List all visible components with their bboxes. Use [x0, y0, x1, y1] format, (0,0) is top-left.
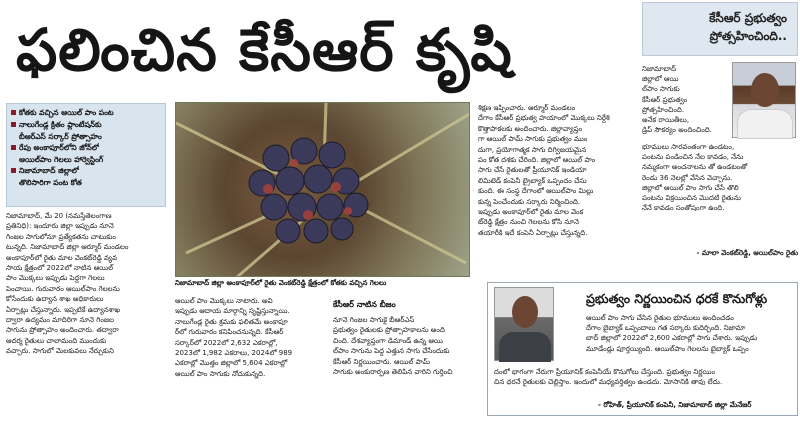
farmer-photo [732, 62, 796, 138]
photo-caption: నిజామాబాద్ జిల్లా అంకాపూర్‌లో రైతు వెంకట్‌రెడ్డి క్షేత్రంలో కోతకు వచ్చిన గెలలు [175, 279, 387, 287]
farmer-quote-column [642, 60, 798, 282]
quote-box-title-line2: ప్రోత్సహించింది.. [709, 29, 787, 43]
highlight-item: నిజామాబాద్ జిల్లాలో [11, 165, 161, 176]
farmer-quote-signature: - మాలా వెంకట్‌రెడ్డి, ఆయిల్‌పాం రైతు [696, 249, 798, 257]
quote-box-title-line1: కేసీఆర్ ప్రభుత్వం [709, 11, 787, 25]
oil-palm-photo [175, 102, 470, 277]
manager-photo [494, 287, 554, 361]
highlights-box: కోతకు వచ్చిన ఆయిల్ పాం పంట నాలుగేండ్ల క్రితం ప్లాంటేషన్‌కు బీఆర్ఎస్ సర్కార్ ప్రోత్సాహం రేపు అంకాపూర్‌లోని జోన్‌లో ఆయిల్‌పాం గెలలు హార్వెస్టింగ్ నిజామాబాద్ జిల్లాలో తొలిసారిగా పంట కోత [6, 103, 166, 207]
article-column-1: నిజామాబాద్, మే 20 (నమస్తేతెలంగాణ ప్రతినిధి): ఇందూరు జిల్లా ఇప్పుడు నూనె గింజల సాగులోనూ ప్రత్యేకతను చాటుకుం టున్నది. నిజామాబాద్ జిల్లా ఆర్మూర్ మండలం అంకాపూర్‌లో రైతు మాల వెంకట్‌రెడ్డి వ్యవ సాయ క్షేత్రంలో 2022లో నాటిన ఆయిల్ పాం మొక్కలు ఇప్పుడు పెద్దగా గెలలు పెంచాయి. గురువారం ఆయిల్‌పాం గెలలను కోసేందుకు ఉద్యాన శాఖ అధికారులు ఏర్పాట్లు చేస్తున్నారు. ఇప్పటికే ఉద్యానశాఖ ద్వారా ఉద్యమం మాదిరిగా నూనె గింజల సాగును ప్రోత్సాహం అందించారు. తద్వారా ఆదర్శ రైతులు చాలామంది ముందుకు వచ్చారు. సాగులో మెలకువలు నేర్చుకుని [6, 212, 129, 356]
article-column-3: శిక్షణ ఇప్పించారు. ఆర్మూర్ మండలం దేగాం కేసీఆర్ ప్రభుత్వ హయాంలో మొక్కలు నిర్దేశి కొత్తాపాకలకు అందించారు. జిల్లావ్యాప్తం గా ఆయిల్ పామ్ సాగుకు ప్రభుత్వం ముం దుగా, ప్రయోగాత్మక సాగు దిగ్విజయమైన పం కోత దశకు చేరింది. జిల్లాలో ఆయిల్ పాం సాగు చేసే రైతులతో ప్రీయూనిక్ ఇండియా లిమిటెడ్ కంపెనీ బ్రైబ్యాక్ ఒప్పందం చేసు కుంది. ఈ సంస్థ దేగాంలో ఆయిల్‌పాం మిల్లు కున్న పెంచేందుకు సర్కారు నిర్మించింది. ఇప్పుడు అంకాపూర్‌లో రైతు మాల వెంక ట్‌రెడ్డి క్షేత్రం నుంచి గెలలను కోసి నూనె తయారీకి ఇదే కంపెనీ ఏర్పాట్లు చేస్తున్నది. [478, 104, 610, 237]
company-quote-signature: - రోహిత్, ప్రీయూనిక్ కంపెనీ, నిజామాబాద్ జిల్లా మేనేజర్ [598, 401, 752, 409]
company-quote-box [487, 282, 798, 416]
company-quote-text-top: ఆయిల్ పాం సాగు చేసిన రైతుల భూములు అందించడం దేగాం బైబ్యాక్ ఒప్పందాలు గత సర్కారు కుదిర్చింది. నిజామా బాద్ జిల్లాలో 2022లో 2,600 ఎకరాల్లో సాగు చేశారు. ఇప్పుడు మూడేండ్లు పూర్తయ్యింది. ఆయిల్‌పాం గెలలను బైబ్యాక్ ఒప్పం [586, 314, 758, 353]
article-column-2: ఆయిల్ పాం మొక్కలు నాటారు. అవి ఇప్పుడు ఆదాయ మార్గాన్ని సృష్టిస్తున్నాయి. నాలుగేండ్ల రైతు శ్రమకు ఫలితమే అంకాపూ ర్‌లో గురువారం కనిపించనున్నది. కేసీఆర్ సర్కార్‌లో 2022లో 2,632 ఎకరాల్లో, 2023లో 1,982 ఎకరాలు, 2024లో 989 ఎకరాల్లో మొత్తం జిల్లాలో 5,604 ఎకరాల్లో ఆయిల్ పాం సాగుకు నోచుకున్నది. [175, 297, 293, 378]
highlight-item: కోతకు వచ్చిన ఆయిల్ పాం పంట [11, 107, 161, 118]
article-column-4: నూనె గింజల సాగుకై బీఆర్ఎస్ ప్రభుత్వం రైతులకు ప్రోత్సాహకాలను అంది చింది. దేశవ్యాప్తంగా డిమాండ్ ఉన్న ఆయి ల్‌పాం సాగును పెద్ద ఎత్తున సాగు చేసేందుకు కేసీఆర్ నిర్ణయించారు. ఆయిల్ పామ్ సాగుకు అంకురార్పణ తెలిపిన వారిని గుర్తించి [333, 316, 453, 377]
company-quote-title: ప్రభుత్వం నిర్ణయించిన ధరకే కొనుగోళ్లు [586, 291, 768, 306]
quote-box [642, 2, 798, 56]
farmer-quote-body: భూములు సారవంతంగా ఉండటం, పంటను పండించిన నేల కావడం, నేను నమ్మకంగా అంచనాలను తో ఉండటంతో రెండు 36 నెలల్లో వేసిన వెచ్చాను. జిల్లాలో ఆయిల్ పాం సాగు చేసే తొలి పంటను విక్రయించిన మొదటి రైతును నేనే కావడం సంతోషంగా ఉంది. [642, 143, 748, 213]
farmer-quote-intro: నిజామాబాద్ జిల్లాలో ఆయి ల్‌పాం సాగుకు కేసీఆర్ ప్రభుత్వం ప్రోత్సహించింది. అనేక రాయితీలు, డ్రిప్ సౌకర్యం అందించింది. [642, 65, 712, 135]
company-quote-text-bottom: దంలో భాగంగా నేరుగా ప్రీయూనిక్ కంపెనీయే కొనుగోలు చేస్తుంది. ప్రభుత్వం నిర్ణయిం చిన ధరనే రైతులకు చెల్లిస్తాం. ఇందులో మధ్యవర్తిత్వం ఉండదు. మోసానికి తావు లేదు. [494, 368, 723, 387]
highlight-item: నాలుగేండ్ల క్రితం ప్లాంటేషన్‌కు [11, 119, 161, 130]
highlight-item: రేపు అంకాపూర్‌లోని జోన్‌లో [11, 142, 161, 153]
section-subhead: కేసీఆర్ నాటిన బీజం [333, 300, 396, 309]
headline: ఫలించిన కేసీఆర్ కృషి [16, 16, 513, 84]
